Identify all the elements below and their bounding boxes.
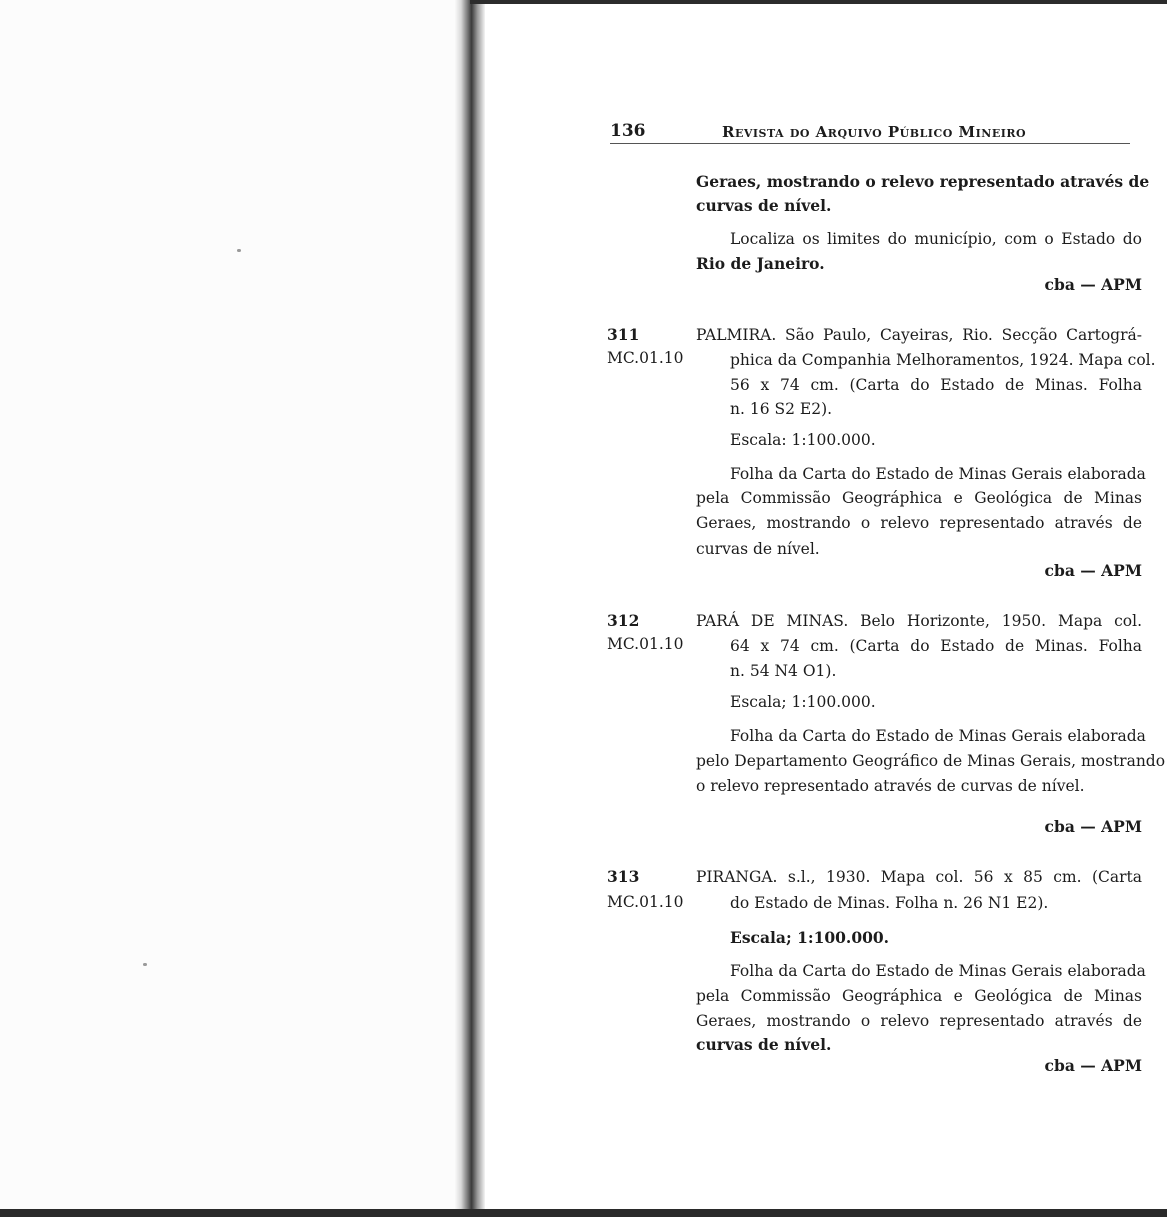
entry-title-line: n. 54 N4 O1). [730,662,837,680]
entry-description-line: Geraes, mostrando o relevo representado através de [696,1012,1142,1030]
entry-title-line: n. 16 S2 E2). [730,400,833,418]
signature: cba — APM [1044,817,1142,836]
left-blank-page [0,0,462,1217]
entry-number: 311 [607,325,640,344]
intro-note-line: Rio de Janeiro. [696,254,825,273]
entry-scale: Escala: 1:100.000. [730,431,876,449]
entry-description-line: pela Commissão Geográphica e Geológica de Minas [696,987,1142,1005]
entry-code: MC.01.10 [607,635,684,653]
signature: cba — APM [1044,561,1142,580]
book-gutter [455,0,485,1217]
entry-scale: Escala; 1:100.000. [730,928,890,947]
entry-number: 313 [607,867,640,886]
entry-description-line: o relevo representado através de curvas de nível. [696,777,1085,795]
page-number: 136 [610,121,646,141]
entry-title-line: 64 x 74 cm. (Carta do Estado de Minas. Folha [730,637,1142,655]
entry-description-line: Folha da Carta do Estado de Minas Gerais elaborada [730,962,1146,980]
entry-description-line: pelo Departamento Geográfico de Minas Gerais, mostrando [696,752,1166,770]
paper-speck [143,963,147,966]
signature: cba — APM [1044,275,1142,294]
running-title: Revista do Arquivo Público Mineiro [722,123,1027,141]
intro-line: curvas de nível. [696,196,832,215]
entry-title-line: do Estado de Minas. Folha n. 26 N1 E2). [730,894,1049,912]
page-top-edge [470,0,1167,4]
entry-title-line: 56 x 74 cm. (Carta do Estado de Minas. Folha [730,376,1142,394]
entry-title-line: PARÁ DE MINAS. Belo Horizonte, 1950. Mapa col. [696,612,1142,630]
entry-title-line: phica da Companhia Melhoramentos, 1924. Mapa col. [730,351,1156,369]
signature: cba — APM [1044,1056,1142,1075]
entry-number: 312 [607,611,640,630]
entry-scale: Escala; 1:100.000. [730,693,876,711]
page-header [610,121,1140,151]
entry-code: MC.01.10 [607,893,684,911]
entry-title-line: PIRANGA. s.l., 1930. Mapa col. 56 x 85 cm. (Carta [696,868,1142,886]
intro-note-line: Localiza os limites do município, com o Estado do [730,230,1142,248]
entry-description-line: curvas de nível. [696,1035,832,1054]
entry-title-line: PALMIRA. São Paulo, Cayeiras, Rio. Secção Cartográ- [696,326,1142,344]
entry-description-line: Folha da Carta do Estado de Minas Gerais elaborada [730,727,1146,745]
entry-description-line: curvas de nível. [696,540,820,558]
entry-description-line: pela Commissão Geográphica e Geológica de Minas [696,489,1142,507]
intro-line: Geraes, mostrando o relevo representado através de [696,172,1150,191]
paper-speck [237,249,241,252]
entry-description-line: Geraes, mostrando o relevo representado através de [696,514,1142,532]
page-bottom-edge [0,1209,1167,1217]
entry-description-line: Folha da Carta do Estado de Minas Gerais elaborada [730,465,1146,483]
entry-code: MC.01.10 [607,349,684,367]
header-rule [610,143,1130,144]
